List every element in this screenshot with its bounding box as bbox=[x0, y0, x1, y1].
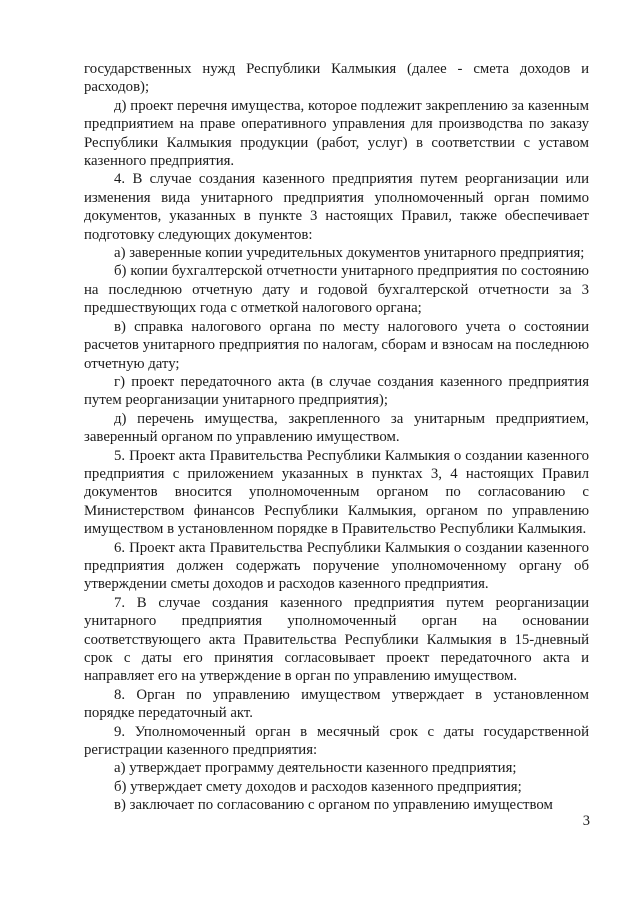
paragraph: 9. Уполномоченный орган в месячный срок с даты государственной регистрации казенного предприятия: bbox=[84, 723, 589, 759]
paragraph: 4. В случае создания казенного предприятия путем реорганизации или изменения вида унитарного предприятия уполномоченный орган помимо документов, указанных в пункте 3 настоящих Правил, также обеспечивает подготовку следующих документов: bbox=[84, 171, 589, 243]
paragraph: а) заверенные копии учредительных документов унитарного предприятия; bbox=[114, 245, 585, 262]
paragraph: б) копии бухгалтерской отчетности унитарного предприятия по состоянию на последнюю отчетную дату и годовой бухгалтерской отчетности за 3 предшествующих года с отметкой налогового органа; bbox=[84, 263, 589, 317]
paragraph: 6. Проект акта Правительства Республики Калмыкия о создании казенного предприятия должен содержать поручение уполномоченному органу об утверждении сметы доходов и расходов казенного предприятия. bbox=[84, 539, 589, 593]
page-number: 3 bbox=[582, 813, 590, 829]
paragraph: д) проект перечня имущества, которое подлежит закреплению за казенным предприятием на праве оперативного управления для производства по заказу Республики Калмыкия продукции (работ, услуг) в соответствии с уставом казенного предприятия. bbox=[84, 97, 589, 170]
paragraph: 7. В случае создания казенного предприятия путем реорганизации унитарного предприятия уполномоченный орган на основании соответствующего акта Правительства Республики Калмыкия в 15-дневный срок с даты его принятия согласовывает проект передаточного акта и направляет его на утверждение в орган по управлению имуществом. bbox=[84, 594, 589, 685]
paragraph: д) перечень имущества, закрепленного за унитарным предприятием, заверенный органом по управлению имуществом. bbox=[84, 410, 589, 446]
paragraph: б) утверждает смету доходов и расходов казенного предприятия; bbox=[114, 778, 522, 795]
paragraph: а) утверждает программу деятельности казенного предприятия; bbox=[114, 760, 517, 777]
paragraph: государственных нужд Республики Калмыкия (далее - смета доходов и расходов); bbox=[84, 61, 589, 96]
paragraph: 5. Проект акта Правительства Республики Калмыкия о создании казенного предприятия с приложением указанных в пунктах 3, 4 настоящих Правил документов вносится уполномоченным органом по согласованию с Министерством финансов Республики Калмыкия, органом по управлению имуществом в установленном порядке в Правительство Республики Калмыкия. bbox=[84, 447, 589, 538]
document-body bbox=[84, 60, 589, 815]
paragraph: 8. Орган по управлению имуществом утверждает в установленном порядке передаточный акт. bbox=[84, 686, 589, 722]
paragraph: в) справка налогового органа по месту налогового учета о состоянии расчетов унитарного предприятия по налогам, сборам и взносам на последнюю отчетную дату; bbox=[84, 318, 589, 372]
paragraph: в) заключает по согласованию с органом по управлению имуществом bbox=[114, 797, 553, 814]
paragraph: г) проект передаточного акта (в случае создания казенного предприятия путем реорганизации унитарного предприятия); bbox=[84, 373, 589, 409]
